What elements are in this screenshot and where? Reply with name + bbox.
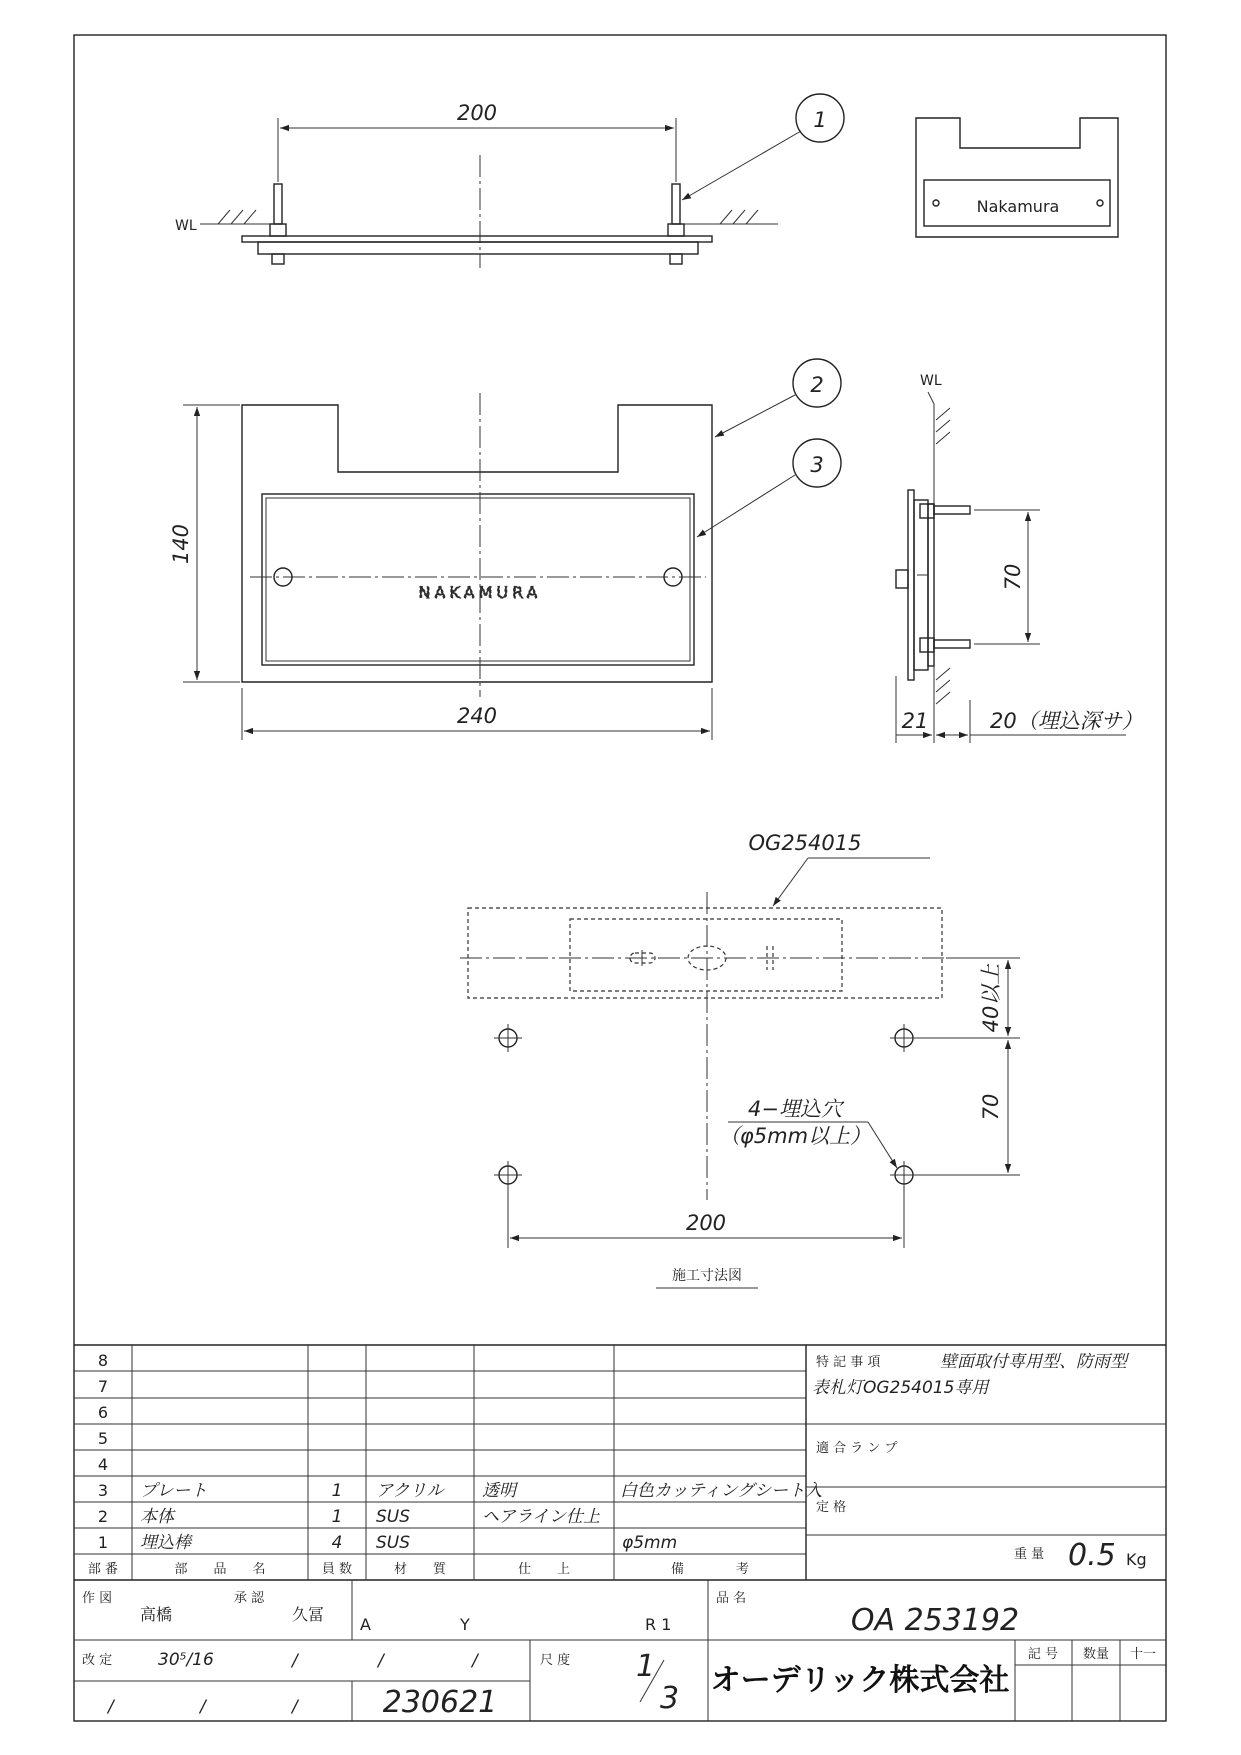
wall-hatch-side-top — [936, 408, 950, 444]
special-line2: 表札灯OG254015専用 — [812, 1378, 989, 1398]
dim-plan-min: 40以上 — [979, 963, 1003, 1033]
weight-unit: Kg — [1126, 1550, 1147, 1569]
row-no: 4 — [97, 1455, 109, 1474]
revision-date: 30⁵/16 — [158, 1650, 214, 1670]
plan-outline-outer — [468, 908, 942, 998]
part-qty: 1 — [331, 1481, 343, 1501]
code-y: Y — [460, 1615, 470, 1634]
side-body — [914, 500, 928, 670]
product-number: OA 253192 — [850, 1603, 1020, 1638]
front-body — [242, 405, 712, 682]
side-plate — [908, 490, 914, 680]
front-plate-outer — [262, 494, 694, 665]
side-rod-top — [934, 506, 970, 514]
part-finish: ヘアライン仕上 — [482, 1507, 600, 1527]
product-preview — [916, 118, 1118, 237]
code-r: R 1 — [645, 1615, 672, 1634]
svg-text:3: 3 — [810, 453, 824, 477]
wl-label: WL — [175, 218, 197, 234]
notes-box — [806, 1352, 1166, 1573]
slash: / — [472, 1651, 478, 1671]
plusminus-label: 十一 — [1129, 1647, 1157, 1662]
header: 員 数 — [321, 1562, 353, 1577]
header: 材 質 — [393, 1562, 447, 1577]
plate-text-small: Nakamura — [976, 197, 1060, 216]
row-no: 1 — [97, 1533, 109, 1552]
approved-by: 久冨 — [292, 1605, 325, 1624]
part-qty: 1 — [331, 1507, 343, 1527]
svg-text:1: 1 — [813, 108, 827, 132]
slash: / — [292, 1651, 298, 1671]
front-view — [169, 393, 712, 740]
front-plate-inner — [266, 498, 690, 661]
plan-title: 施工寸法図 — [672, 1268, 742, 1284]
top-plate — [242, 236, 712, 242]
header: 備 考 — [670, 1562, 750, 1577]
part-finish: 透明 — [482, 1481, 516, 1501]
scale-den: 3 — [660, 1681, 680, 1716]
plate-text-large: NAKAMURA — [418, 583, 542, 602]
part-qty: 4 — [331, 1533, 343, 1553]
wall-hatch-left — [218, 210, 256, 224]
row-no: 7 — [97, 1377, 109, 1396]
slash: / — [200, 1697, 206, 1717]
date-code: 230621 — [382, 1685, 498, 1720]
part-name: 埋込棒 — [140, 1533, 191, 1553]
weight-value: 0.5 — [1068, 1538, 1116, 1573]
dim-front-width: 240 — [456, 704, 498, 728]
scale-num: 1 — [636, 1649, 656, 1684]
balloon-1 — [682, 94, 844, 200]
row-no: 6 — [97, 1403, 109, 1422]
hole-note-1: 4−埋込穴 — [748, 1097, 842, 1121]
slash: / — [292, 1697, 298, 1717]
dim-side-depth: 21 — [901, 709, 929, 733]
dim-plan-pitch: 70 — [979, 1093, 1003, 1121]
rod-left — [274, 184, 282, 224]
wall-hatch-side-bottom — [936, 668, 950, 704]
row-no: 8 — [97, 1351, 109, 1370]
wl-label-side: WL — [920, 373, 942, 389]
drawn-label: 作 図 — [82, 1591, 113, 1606]
special-line1: 壁面取付専用型、防雨型 — [940, 1352, 1127, 1372]
part-name: 本体 — [140, 1507, 174, 1527]
balloon-2 — [715, 359, 841, 437]
side-view — [896, 373, 1143, 743]
rating-label: 定 格 — [816, 1500, 847, 1515]
dim-side-pitch: 70 — [1001, 563, 1025, 591]
balloon-3 — [697, 439, 841, 537]
plan-outline-inner — [570, 919, 842, 991]
symbol-label: 記 号 — [1027, 1647, 1059, 1662]
qty-label: 数量 — [1082, 1647, 1110, 1662]
dim-plan-width: 200 — [685, 1211, 727, 1235]
slash: / — [378, 1651, 384, 1671]
slash: / — [108, 1697, 114, 1717]
sheet-border — [74, 35, 1166, 1721]
dim-side-embed: 20（埋込深サ） — [990, 709, 1143, 733]
part-note: φ5mm — [622, 1533, 678, 1553]
part-material: SUS — [376, 1533, 411, 1553]
drawn-by: 高橋 — [140, 1605, 173, 1624]
svg-text:2: 2 — [810, 373, 824, 397]
row-no: 5 — [97, 1429, 109, 1448]
revision-label: 改 定 — [82, 1653, 113, 1668]
row-no: 3 — [97, 1481, 109, 1500]
parts-table — [74, 1345, 1166, 1580]
rod-right — [672, 184, 680, 224]
part-material: アクリル — [376, 1481, 444, 1501]
installation-plan — [460, 831, 1020, 1288]
model-label: OG254015 — [748, 831, 862, 855]
part-material: SUS — [376, 1507, 411, 1527]
scale-label: 尺 度 — [540, 1653, 571, 1668]
company-name: オーデリック株式会社 — [710, 1663, 1010, 1698]
wall-hatch-right — [720, 210, 758, 224]
product-label: 品 名 — [716, 1591, 747, 1606]
part-note: 白色カッティングシート入 — [620, 1481, 823, 1501]
approved-label: 承 認 — [234, 1591, 265, 1606]
top-view — [175, 101, 778, 268]
code-a: A — [360, 1615, 371, 1634]
title-block — [74, 1580, 1166, 1721]
hole-note-2: （φ5mm以上） — [718, 1124, 872, 1148]
top-body — [258, 242, 698, 254]
header: 部 番 — [87, 1562, 119, 1577]
weight-label: 重 量 — [1014, 1547, 1045, 1562]
side-rod-bottom — [934, 640, 970, 648]
dim-top-width: 200 — [456, 101, 498, 125]
hole-crosshairs — [494, 1024, 918, 1189]
special-label: 特 記 事 項 — [816, 1355, 881, 1370]
header: 仕 上 — [517, 1562, 571, 1577]
header: 部 品 名 — [174, 1562, 266, 1577]
part-name: プレート — [140, 1481, 208, 1501]
lamp-label: 適 合 ラ ン プ — [816, 1441, 898, 1456]
row-no: 2 — [97, 1507, 109, 1526]
dim-front-height: 140 — [169, 523, 193, 565]
